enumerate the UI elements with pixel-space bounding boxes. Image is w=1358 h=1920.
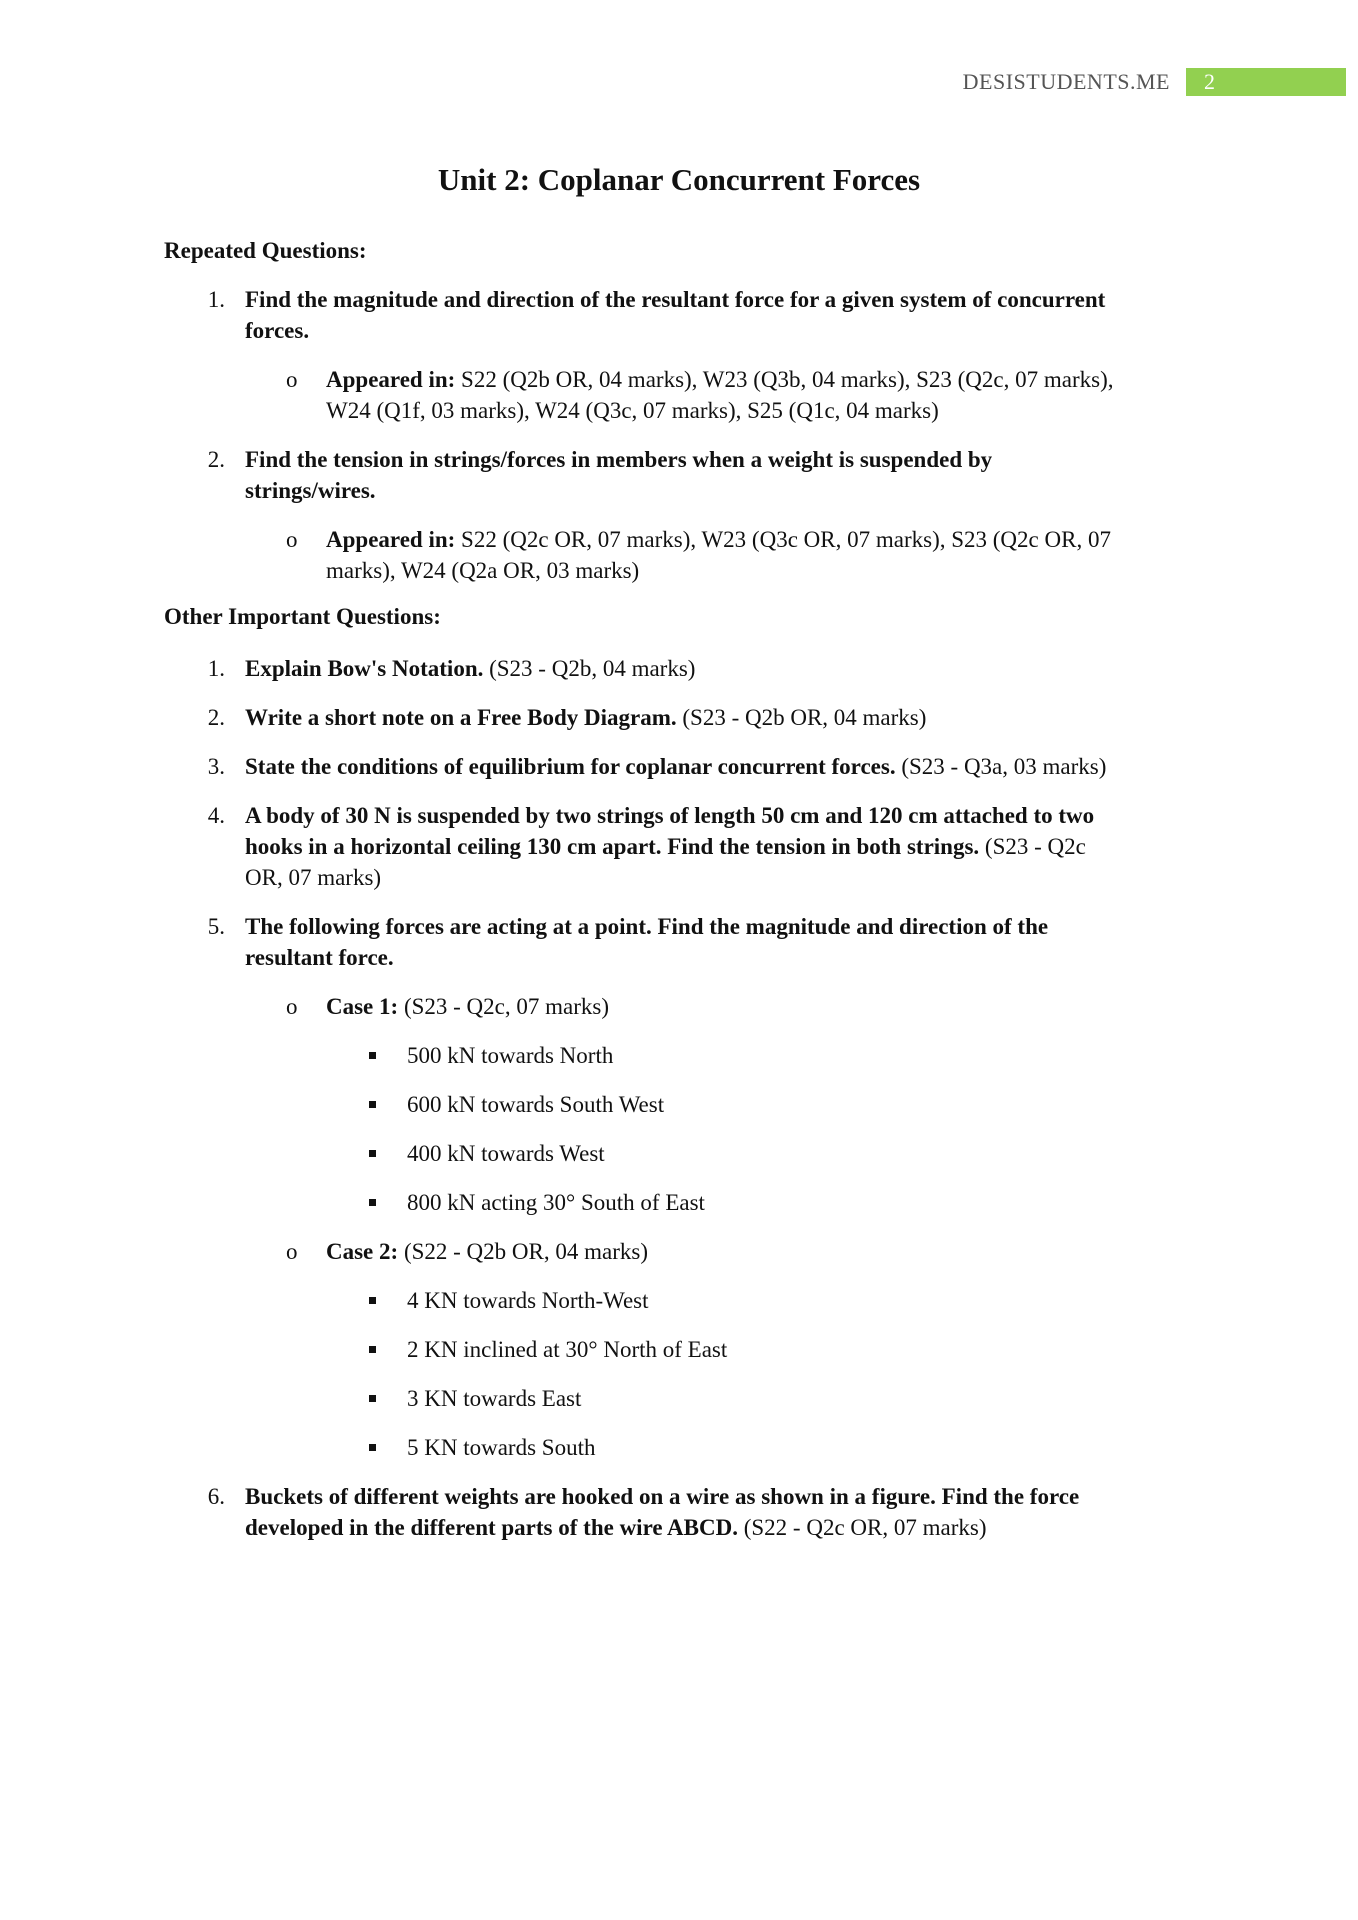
- appeared-in: marks), W24 (Q2a OR, 03 marks): [326, 558, 640, 583]
- square-bullet-icon: [369, 1052, 376, 1059]
- question-text: Write a short note on a Free Body Diagram. (S23 - Q2b OR, 04 marks): [245, 705, 927, 730]
- question-text: A body of 30 N is suspended by two strings of length 50 cm and 120 cm attached to two: [245, 803, 1095, 828]
- appeared-in: Appeared in: S22 (Q2b OR, 04 marks), W23 (Q3b, 04 marks), S23 (Q2c, 07 marks),: [326, 367, 1114, 392]
- page-header: [963, 68, 1346, 96]
- page-number: 2: [1204, 69, 1215, 94]
- site-name: DESISTUDENTS.ME: [962, 69, 1170, 94]
- appeared-in: Appeared in: S22 (Q2c OR, 07 marks), W23 (Q3c OR, 07 marks), S23 (Q2c OR, 07: [326, 527, 1111, 552]
- list-number: 1.: [207, 656, 225, 681]
- page-title: Unit 2: Coplanar Concurrent Forces: [437, 162, 921, 197]
- case-heading: Case 1: (S23 - Q2c, 07 marks): [326, 994, 609, 1019]
- list-number: 4.: [207, 803, 225, 828]
- circle-bullet-icon: o: [286, 367, 298, 392]
- repeated-heading: Repeated Questions:: [164, 238, 367, 263]
- circle-bullet-icon: o: [286, 994, 298, 1019]
- list-item: 4 KN towards North-West: [407, 1288, 649, 1313]
- page-number-badge: [1186, 68, 1346, 96]
- square-bullet-icon: [369, 1199, 376, 1206]
- list-number: 6.: [207, 1484, 225, 1509]
- list-item: 400 kN towards West: [407, 1141, 605, 1166]
- list-number: 3.: [207, 754, 225, 779]
- question-text: The following forces are acting at a point. Find the magnitude and direction of the: [245, 914, 1049, 939]
- question-text: OR, 07 marks): [245, 865, 382, 890]
- question-text: developed in the different parts of the wire ABCD. (S22 - Q2c OR, 07 marks): [245, 1515, 987, 1540]
- circle-bullet-icon: o: [286, 527, 298, 552]
- square-bullet-icon: [369, 1297, 376, 1304]
- question-text: hooks in a horizontal ceiling 130 cm apart. Find the tension in both strings. (S23 - Q2c: [245, 834, 1086, 859]
- list-item: 3 KN towards East: [407, 1386, 582, 1411]
- square-bullet-icon: [369, 1101, 376, 1108]
- list-number: 1.: [207, 287, 225, 312]
- question-text: Find the tension in strings/forces in members when a weight is suspended by: [245, 447, 993, 472]
- list-item: 500 kN towards North: [407, 1043, 614, 1068]
- question-text: resultant force.: [245, 945, 394, 970]
- question-text: forces.: [245, 318, 310, 343]
- question-text: Find the magnitude and direction of the resultant force for a given system of concurrent: [245, 287, 1106, 312]
- question-text: Buckets of different weights are hooked on a wire as shown in a figure. Find the force: [245, 1484, 1080, 1509]
- square-bullet-icon: [369, 1150, 376, 1157]
- circle-bullet-icon: o: [286, 1239, 298, 1264]
- list-item: 2 KN inclined at 30° North of East: [407, 1337, 728, 1362]
- list-item: 800 kN acting 30° South of East: [407, 1190, 705, 1215]
- case-heading: Case 2: (S22 - Q2b OR, 04 marks): [326, 1239, 648, 1264]
- square-bullet-icon: [369, 1346, 376, 1353]
- question-text: Explain Bow's Notation. (S23 - Q2b, 04 marks): [245, 656, 696, 681]
- square-bullet-icon: [369, 1444, 376, 1451]
- question-text: strings/wires.: [245, 478, 376, 503]
- square-bullet-icon: [369, 1395, 376, 1402]
- list-number: 5.: [207, 914, 225, 939]
- list-item: 600 kN towards South West: [407, 1092, 665, 1117]
- list-number: 2.: [207, 705, 225, 730]
- list-number: 2.: [207, 447, 225, 472]
- list-item: 5 KN towards South: [407, 1435, 596, 1460]
- question-text: State the conditions of equilibrium for coplanar concurrent forces. (S23 - Q3a, 03 marks): [245, 754, 1107, 779]
- other-heading: Other Important Questions:: [164, 604, 441, 629]
- appeared-in: W24 (Q1f, 03 marks), W24 (Q3c, 07 marks), S25 (Q1c, 04 marks): [326, 398, 939, 423]
